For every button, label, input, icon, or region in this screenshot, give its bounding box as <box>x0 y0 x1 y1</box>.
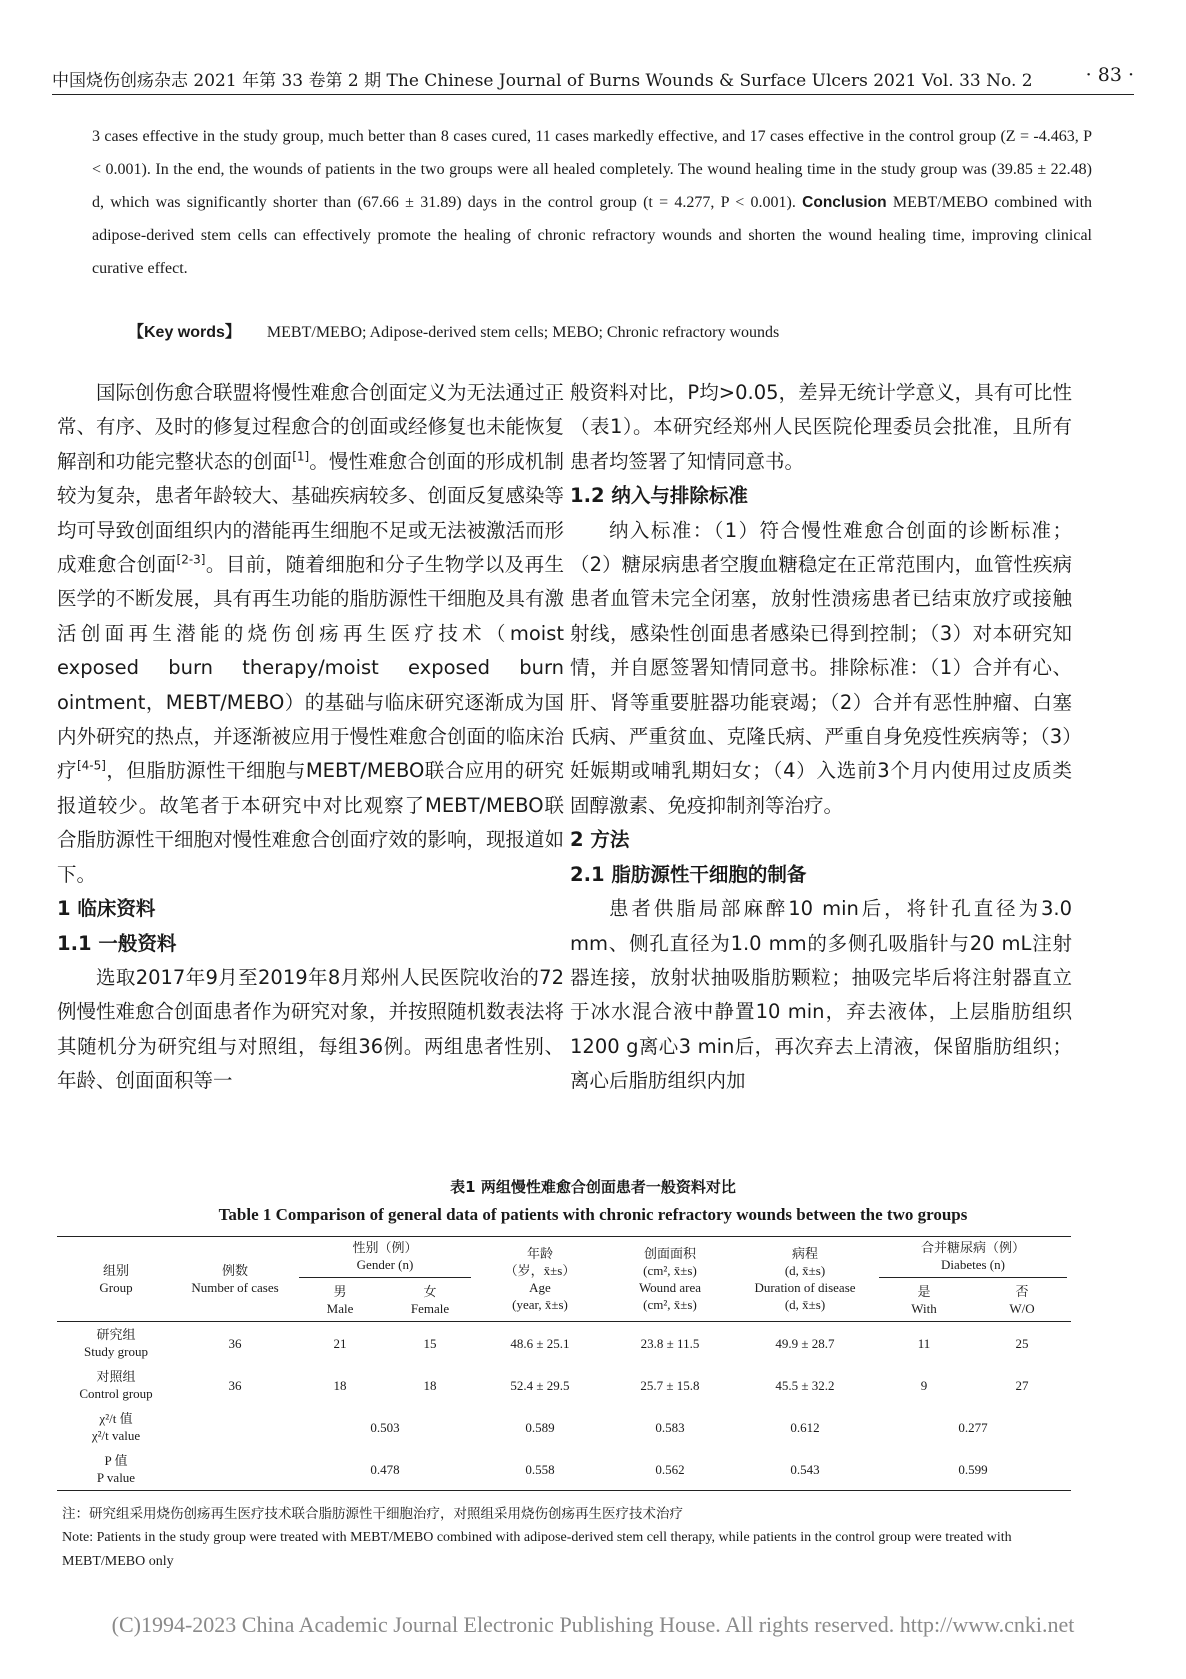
citation[interactable]: [4-5] <box>76 758 106 773</box>
general-data-table <box>57 1236 1071 1491</box>
section-heading-2-1: 2.1 脂肪源性干细胞的制备 <box>570 862 807 886</box>
table-row-study: 研究组 Study group 36 21 15 48.6 ± 25.1 23.8 ± 11.5 49.9 ± 28.7 11 25 <box>84 1327 1029 1359</box>
table-caption-en: Table 1 Comparison of general data of patients with chronic refractory wounds between the two groups <box>218 1205 968 1224</box>
table-header-row: 组别 Group 例数 Number of cases 性别（例） Gender (n) 年龄 （岁，x̄±s） Age (year, x̄±s) 创面面积 (cm², x̄±s) Wound area (cm², x̄±s) 病程 (d, x̄±s) Duration of disease (d, x̄±s) 合并糖尿病（例） Diabetes (n) <box>57 1237 1071 1280</box>
keywords-list: MEBT/MEBO; Adipose-derived stem cells; MEBO; Chronic refractory wounds <box>266 324 780 341</box>
table-subheader-row: 男 Male 女 Female 是 With 否 W/O <box>57 1279 1071 1322</box>
table-row-control: 对照组 Control group 36 18 18 52.4 ± 29.5 25.7 ± 15.8 45.5 ± 32.2 9 27 <box>79 1369 1029 1401</box>
abstract-results: 3 cases effective in the study group, much better than 8 cases cured, 11 cases markedly effective, and 17 cases effective in the control group (Z = -4.463, P < 0.001). In the end, the wounds of patients in the two groups were all healed completely. The wound healing time in the study group was (39.85 ± 22.48) d, which was significantly shorter than (67.66 ± 31.89) days in the control group (t = 4.277, P < 0.001). <box>92 128 1092 211</box>
preparation-paragraph: 患者供脂局部麻醉10 min后，将针孔直径为3.0 mm、侧孔直径为1.0 mm的多侧孔吸脂针与20 mL注射器连接，放射状抽吸脂肪颗粒；抽吸完毕后将注射器直立于冰水混合液中静置10 min，弃去液体，上层脂肪组织1200 g离心3 min后，再次弃去上清液，保留脂肪组织；离心后脂肪组织内加 <box>570 897 1072 1093</box>
journal-title: 中国烧伤创疡杂志 2021 年第 33 卷第 2 期 The Chinese Journal of Burns Wounds & Surface Ulcers 2021 Vol. 33 No. 2 <box>52 71 1033 91</box>
abstract-continuation <box>92 120 1092 285</box>
table-caption-cn: 表1 两组慢性难愈合创面患者一般资料对比 <box>450 1178 736 1196</box>
intro-paragraph: 国际创伤愈合联盟将慢性难愈合创面定义为无法通过正常、有序、及时的修复过程愈合的创面或经修复也未能恢复解剖和功能完整状态的创面[1]。慢性难愈合创面的形成机制较为复杂，患者年龄较大、基础疾病较多、创面反复感染等均可导致创面组织内的潜能再生细胞不足或无法被激活而形成难愈合创面[2-3]。目前，随着细胞和分子生物学以及再生医学的不断发展，具有再生功能的脂肪源性干细胞及具有激活创面再生潜能的烧伤创疡再生医疗技术（moist exposed burn therapy/moist exposed burn ointment，MEBT/MEBO）的基础与临床研究逐渐成为国内外研究的热点，并逐渐被应用于慢性难愈合创面的临床治疗[4-5]，但脂肪源性干细胞与MEBT/MEBO联合应用的研究报道较少。故笔者于本研究中对比观察了MEBT/MEBO联合脂肪源性干细胞对慢性难愈合创面疗效的影响，现报道如下。 <box>57 381 565 886</box>
section-heading-1-1: 1.1 一般资料 <box>57 931 177 955</box>
citation[interactable]: [1] <box>292 449 310 464</box>
keywords-label: 【Key words】 <box>128 324 241 341</box>
left-column <box>57 376 564 1099</box>
criteria-paragraph: 纳入标准：（1）符合慢性难愈合创面的诊断标准；（2）糖尿病患者空腹血糖稳定在正常范围内，血管性疾病患者血管未完全闭塞，放射性溃疡患者已结束放疗或接触射线，感染性创面患者感染已得到控制；（3）对本研究知情，并自愿签署知情同意书。排除标准：（1）合并有心、肝、肾等重要脏器功能衰竭；（2）合并有恶性肿瘤、白塞氏病、严重贫血、克隆氏病、严重自身免疫性疾病等；（3）妊娠期或哺乳期妇女；（4）入选前3个月内使用过皮质类固醇激素、免疫抑制剂等治疗。 <box>570 518 1072 817</box>
page-number: · 83 · <box>1085 64 1134 86</box>
section-heading-1: 1 临床资料 <box>57 897 156 921</box>
section-heading-1-2: 1.2 纳入与排除标准 <box>570 484 748 508</box>
section-heading-2: 2 方法 <box>570 828 630 852</box>
copyright-footer: (C)1994-2023 China Academic Journal Electronic Publishing House. All rights reserved. http://www.cnki.net <box>111 1612 1075 1637</box>
general-data-continued: 般资料对比，P均>0.05，差异无统计学意义，具有可比性（表1）。本研究经郑州人民医院伦理委员会批准，且所有患者均签署了知情同意书。 <box>570 381 1072 473</box>
conclusion-label: Conclusion <box>802 194 887 211</box>
right-column <box>570 376 1072 1099</box>
table-row-statistic: χ²/t 值 χ²/t value 0.503 0.589 0.583 0.612 0.277 <box>91 1411 988 1443</box>
header-rule <box>52 94 1134 95</box>
keywords <box>128 319 779 342</box>
conclusion-text: MEBT/MEBO combined with adipose-derived stem cells can effectively promote the healing of chronic refractory wounds and shorten the wound healing time, improving clinical curative effect. <box>92 194 1093 277</box>
table-note-en: Note: Patients in the study group were treated with MEBT/MEBO combined with adipose-derived stem cell therapy, while patients in the control group were treated with MEBT/MEBO only <box>62 1530 1012 1569</box>
citation[interactable]: [2-3] <box>176 552 206 567</box>
table-note-cn: 注：研究组采用烧伤创疡再生医疗技术联合脂肪源性干细胞治疗，对照组采用烧伤创疡再生医疗技术治疗 <box>62 1506 683 1522</box>
general-data-paragraph: 选取2017年9月至2019年8月郑州人民医院收治的72例慢性难愈合创面患者作为研究对象，并按照随机数表法将其随机分为研究组与对照组，每组36例。两组患者性别、年龄、创面面积等一 <box>57 965 565 1093</box>
table-row-pvalue: P 值 P value 0.478 0.558 0.562 0.543 0.599 <box>57 1448 1071 1491</box>
